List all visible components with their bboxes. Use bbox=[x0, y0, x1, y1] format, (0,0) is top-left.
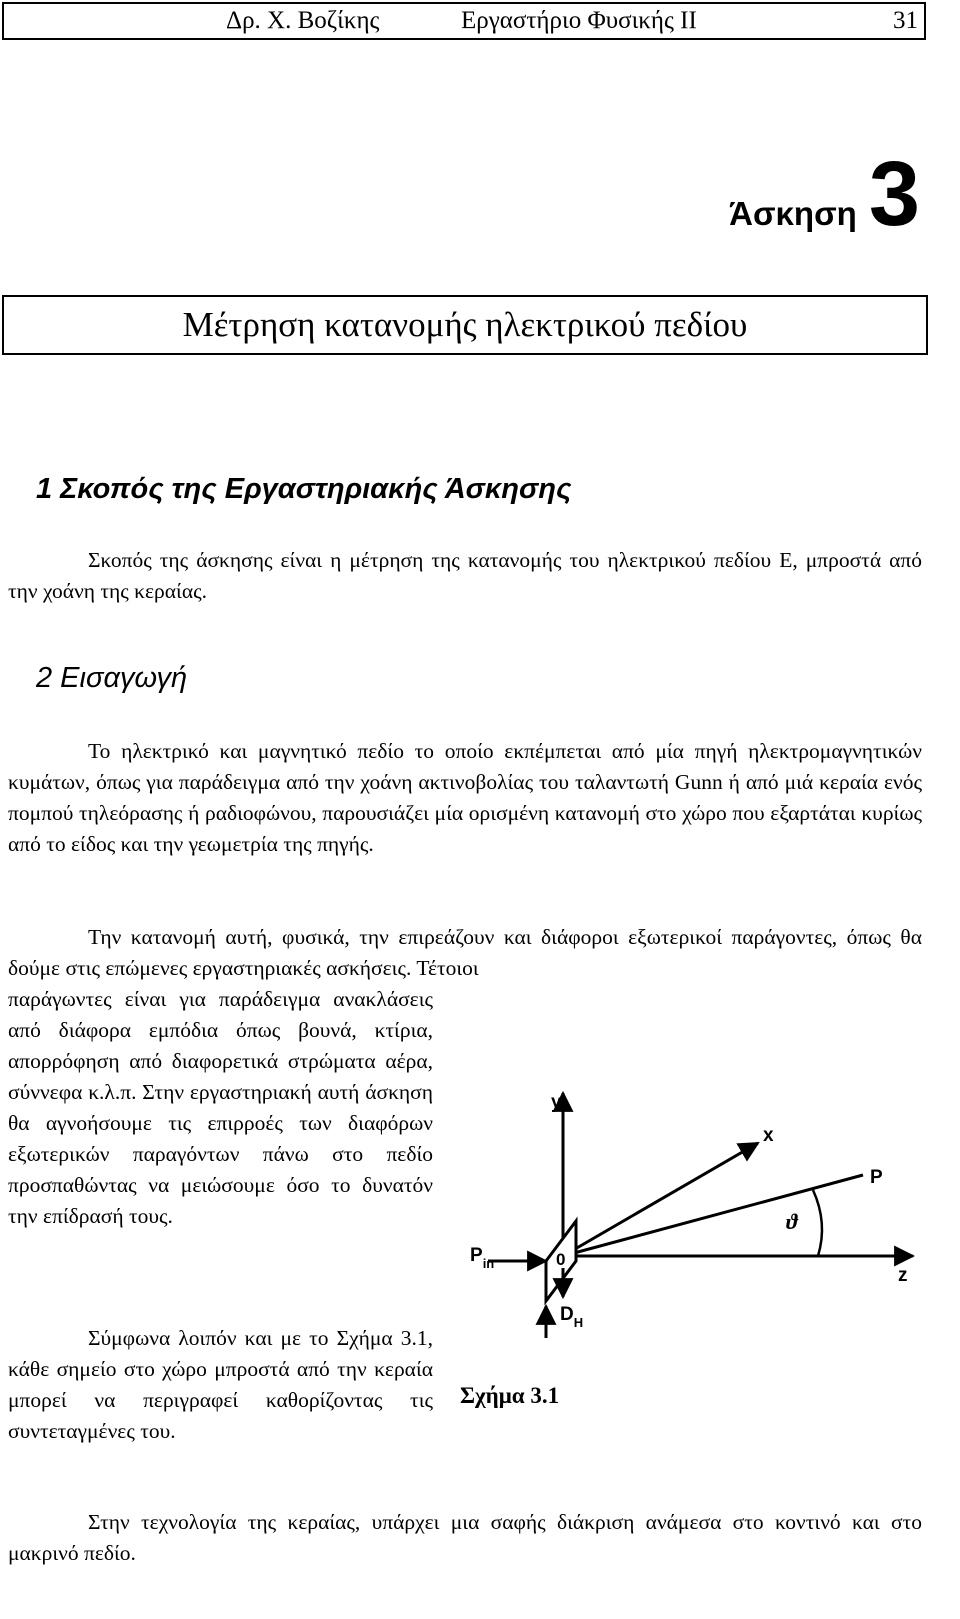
coordinate-diagram bbox=[458, 1013, 928, 1330]
label-dh-main: D bbox=[560, 1304, 574, 1325]
intro-paragraph-4: Στην τεχνολογία της κεραίας, υπάρχει μια σαφής διάκριση ανάμεσα στο κοντινό και στο μακρινό πεδίο. bbox=[8, 1510, 922, 1565]
purpose-paragraph: Σκοπός της άσκησης είναι η μέτρηση της κατανομής του ηλεκτρικού πεδίου Ε, μπροστά από την χοάνη της κεραίας. bbox=[8, 548, 922, 603]
label-p: P bbox=[870, 1167, 883, 1188]
section-heading-introduction: 2 Εισαγωγή bbox=[36, 662, 188, 694]
label-dh-sub: H bbox=[573, 1315, 584, 1330]
label-pin bbox=[470, 1245, 494, 1271]
header-page-number: 31 bbox=[893, 7, 918, 34]
intro-paragraph-3: Σύμφωνα λοιπόν και με το Σχήμα 3.1, κάθε σημείο στο χώρο μπροστά από την κεραία μπορεί να περιγραφεί καθορίζοντας τις συντεταγμένες του. bbox=[8, 1326, 433, 1443]
theta-arc bbox=[813, 1190, 822, 1256]
page-header bbox=[2, 2, 926, 40]
section-heading-purpose: 1 Σκοπός της Εργαστηριακής Άσκησης bbox=[36, 473, 572, 505]
intro-paragraph-2: Την κατανομή αυτή, φυσικά, την επιρεάζουν και διάφοροι εξωτερικοί παράγοντες, όπως θα δούμε στις επώμενες εργαστηριακές ασκήσεις. Τέτοιοι bbox=[8, 925, 922, 980]
label-x: x bbox=[763, 1125, 774, 1146]
op-line bbox=[563, 1175, 863, 1256]
label-dh bbox=[560, 1304, 583, 1330]
page-title: Μέτρηση κατανομής ηλεκτρικού πεδίου bbox=[2, 295, 928, 355]
header-author: Δρ. Χ. Βοζίκης bbox=[226, 7, 380, 34]
label-z: z bbox=[898, 1265, 908, 1286]
label-pin-main: P bbox=[470, 1245, 483, 1266]
exercise-word: Άσκηση bbox=[729, 195, 857, 232]
label-pin-sub: in bbox=[482, 1256, 495, 1271]
figure-3-1 bbox=[458, 1013, 928, 1330]
label-origin: 0 bbox=[556, 1250, 566, 1269]
intro-paragraph-1: Το ηλεκτρικό και μαγνητικό πεδίο το οποίο εκπέμπεται από μία πηγή ηλεκτρομαγνητικών κυμάτων, όπως για παράδειγμα από την χοάνη ακτινοβολίας του ταλαντωτή Gunn ή από μιά κεραία ενός πομπού τηλεόρασης ή ραδιοφώνου, παρουσιάζει μία ορισμένη κατανομή στο χώρο που εξαρτάται κυρίως από το είδος και την γεωμετρία της πηγής. bbox=[8, 739, 922, 856]
intro-paragraph-2-continued: παράγωντες είναι για παράδειγμα ανακλάσεις από διάφορα εμπόδια όπως βουνά, κτίρια, απορρόφηση από διαφορετικά στρώματα αέρα, σύννεφα κ.λ.π. Στην εργαστηριακή αυτή άσκηση θα αγνοήσουμε τις επιρροές των διαφόρων εξωτερικών παραγόντων πάνω στο πεδίο προσπαθώντας να μειώσουμε όσο το δυνατόν την επίδρασή τους. bbox=[8, 987, 433, 1228]
label-theta: ϑ bbox=[786, 1209, 798, 1234]
exercise-number: 3 bbox=[868, 143, 920, 245]
figure-caption: Σχήμα 3.1 bbox=[460, 1383, 560, 1408]
label-y: y bbox=[551, 1092, 562, 1113]
header-course: Εργαστήριο Φυσικής ΙΙ bbox=[461, 7, 697, 34]
x-axis bbox=[563, 1143, 758, 1256]
exercise-label bbox=[729, 143, 920, 245]
